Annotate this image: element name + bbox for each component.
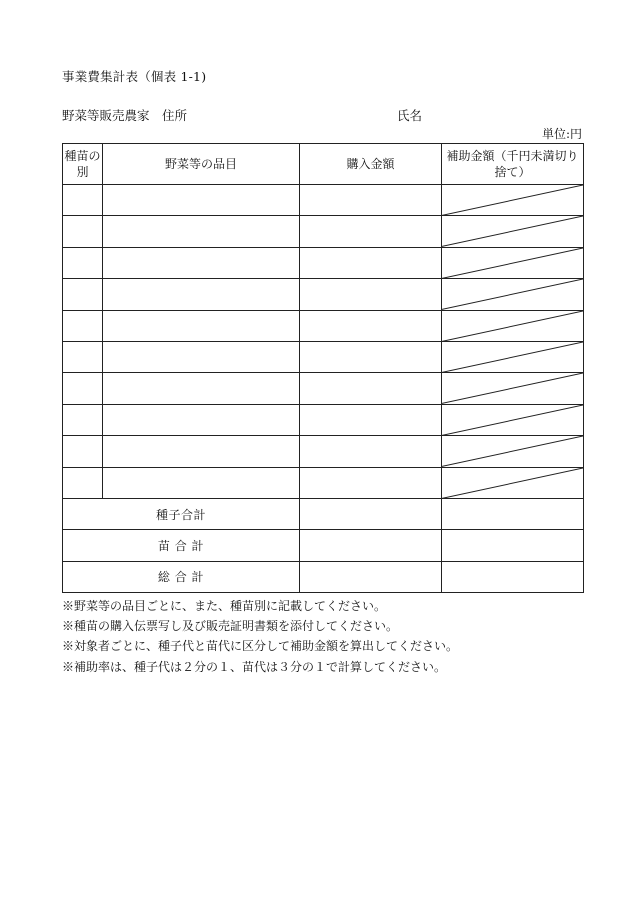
item-cell[interactable] [103, 341, 300, 372]
type-cell[interactable] [63, 247, 103, 278]
subsidy-amount-cell[interactable] [442, 216, 584, 247]
note-item: ※補助率は、種子代は２分の１、苗代は３分の１で計算してください。 [62, 659, 447, 674]
table-row [63, 373, 584, 404]
subsidy-amount-cell[interactable] [442, 279, 584, 310]
subsidy-amount-cell[interactable] [442, 467, 584, 498]
type-cell[interactable] [63, 341, 103, 372]
item-cell[interactable] [103, 247, 300, 278]
expense-summary-table [62, 143, 584, 593]
purchase-amount-cell[interactable] [300, 247, 442, 278]
type-cell[interactable] [63, 310, 103, 341]
item-cell[interactable] [103, 279, 300, 310]
purchase-amount-cell[interactable] [300, 341, 442, 372]
header-purchase-amount: 購入金額 [300, 144, 442, 185]
table-row [63, 404, 584, 435]
subsidy-amount-cell[interactable] [442, 373, 584, 404]
summary-row [63, 561, 584, 592]
item-cell[interactable] [103, 310, 300, 341]
type-cell[interactable] [63, 185, 103, 216]
farmer-address-label: 野菜等販売農家 住所 [62, 108, 188, 123]
diagonal-strike-line [442, 342, 583, 372]
diagonal-strike-line [442, 436, 583, 466]
summary-subsidy-amount-cell[interactable] [442, 561, 584, 592]
notes [62, 596, 458, 677]
type-cell[interactable] [63, 404, 103, 435]
type-cell[interactable] [63, 279, 103, 310]
summary-row [63, 498, 584, 529]
diagonal-strike-line [442, 405, 583, 435]
item-cell[interactable] [103, 216, 300, 247]
summary-label: 種子合計 [63, 498, 300, 529]
summary-subsidy-amount-cell[interactable] [442, 530, 584, 561]
note-item: ※野菜等の品目ごとに、また、種苗別に記載してください。 [62, 599, 387, 613]
note-item: ※種苗の購入伝票写し及び販売証明書類を添付してください。 [62, 619, 399, 634]
subsidy-amount-cell[interactable] [442, 247, 584, 278]
subsidy-amount-cell[interactable] [442, 436, 584, 467]
summary-purchase-amount-cell[interactable] [300, 498, 442, 529]
purchase-amount-cell[interactable] [300, 404, 442, 435]
subsidy-amount-cell[interactable] [442, 310, 584, 341]
diagonal-strike-line [442, 373, 583, 403]
table-row [63, 467, 584, 498]
table-header-row [63, 144, 584, 185]
table-row [63, 341, 584, 372]
item-cell[interactable] [103, 185, 300, 216]
summary-purchase-amount-cell[interactable] [300, 561, 442, 592]
table-row [63, 185, 584, 216]
form-title: 事業費集計表（個表 1-1) [62, 69, 207, 84]
purchase-amount-cell[interactable] [300, 185, 442, 216]
summary-subsidy-amount-cell[interactable] [442, 498, 584, 529]
table-row [63, 310, 584, 341]
purchase-amount-cell[interactable] [300, 216, 442, 247]
table-row [63, 279, 584, 310]
type-cell[interactable] [63, 373, 103, 404]
diagonal-strike-line [442, 311, 583, 341]
unit-label: 単位:円 [541, 127, 582, 141]
summary-label: 苗 合 計 [63, 530, 300, 561]
purchase-amount-cell[interactable] [300, 373, 442, 404]
table-row [63, 247, 584, 278]
type-cell[interactable] [63, 436, 103, 467]
type-cell[interactable] [63, 216, 103, 247]
purchase-amount-cell[interactable] [300, 436, 442, 467]
header-seed-seedling-type: 種苗の別 [63, 144, 103, 185]
table-row [63, 216, 584, 247]
type-cell[interactable] [63, 467, 103, 498]
subsidy-amount-cell[interactable] [442, 404, 584, 435]
diagonal-strike-line [442, 468, 583, 498]
summary-label: 総 合 計 [63, 561, 300, 592]
name-label: 氏名 [397, 108, 423, 123]
diagonal-strike-line [442, 248, 583, 278]
item-cell[interactable] [103, 467, 300, 498]
item-cell[interactable] [103, 373, 300, 404]
purchase-amount-cell[interactable] [300, 467, 442, 498]
item-cell[interactable] [103, 404, 300, 435]
diagonal-strike-line [442, 216, 583, 246]
table-body [63, 185, 584, 593]
diagonal-strike-line [442, 279, 583, 309]
header-vegetable-item: 野菜等の品目 [103, 144, 300, 185]
purchase-amount-cell[interactable] [300, 310, 442, 341]
table-row [63, 436, 584, 467]
summary-purchase-amount-cell[interactable] [300, 530, 442, 561]
subsidy-amount-cell[interactable] [442, 185, 584, 216]
note-item: ※対象者ごとに、種子代と苗代に区分して補助金額を算出してください。 [62, 639, 459, 654]
item-cell[interactable] [103, 436, 300, 467]
summary-row [63, 530, 584, 561]
header-subsidy-amount: 補助金額（千円未満切り捨て） [442, 144, 584, 185]
diagonal-strike-line [442, 185, 583, 215]
purchase-amount-cell[interactable] [300, 279, 442, 310]
subsidy-amount-cell[interactable] [442, 341, 584, 372]
